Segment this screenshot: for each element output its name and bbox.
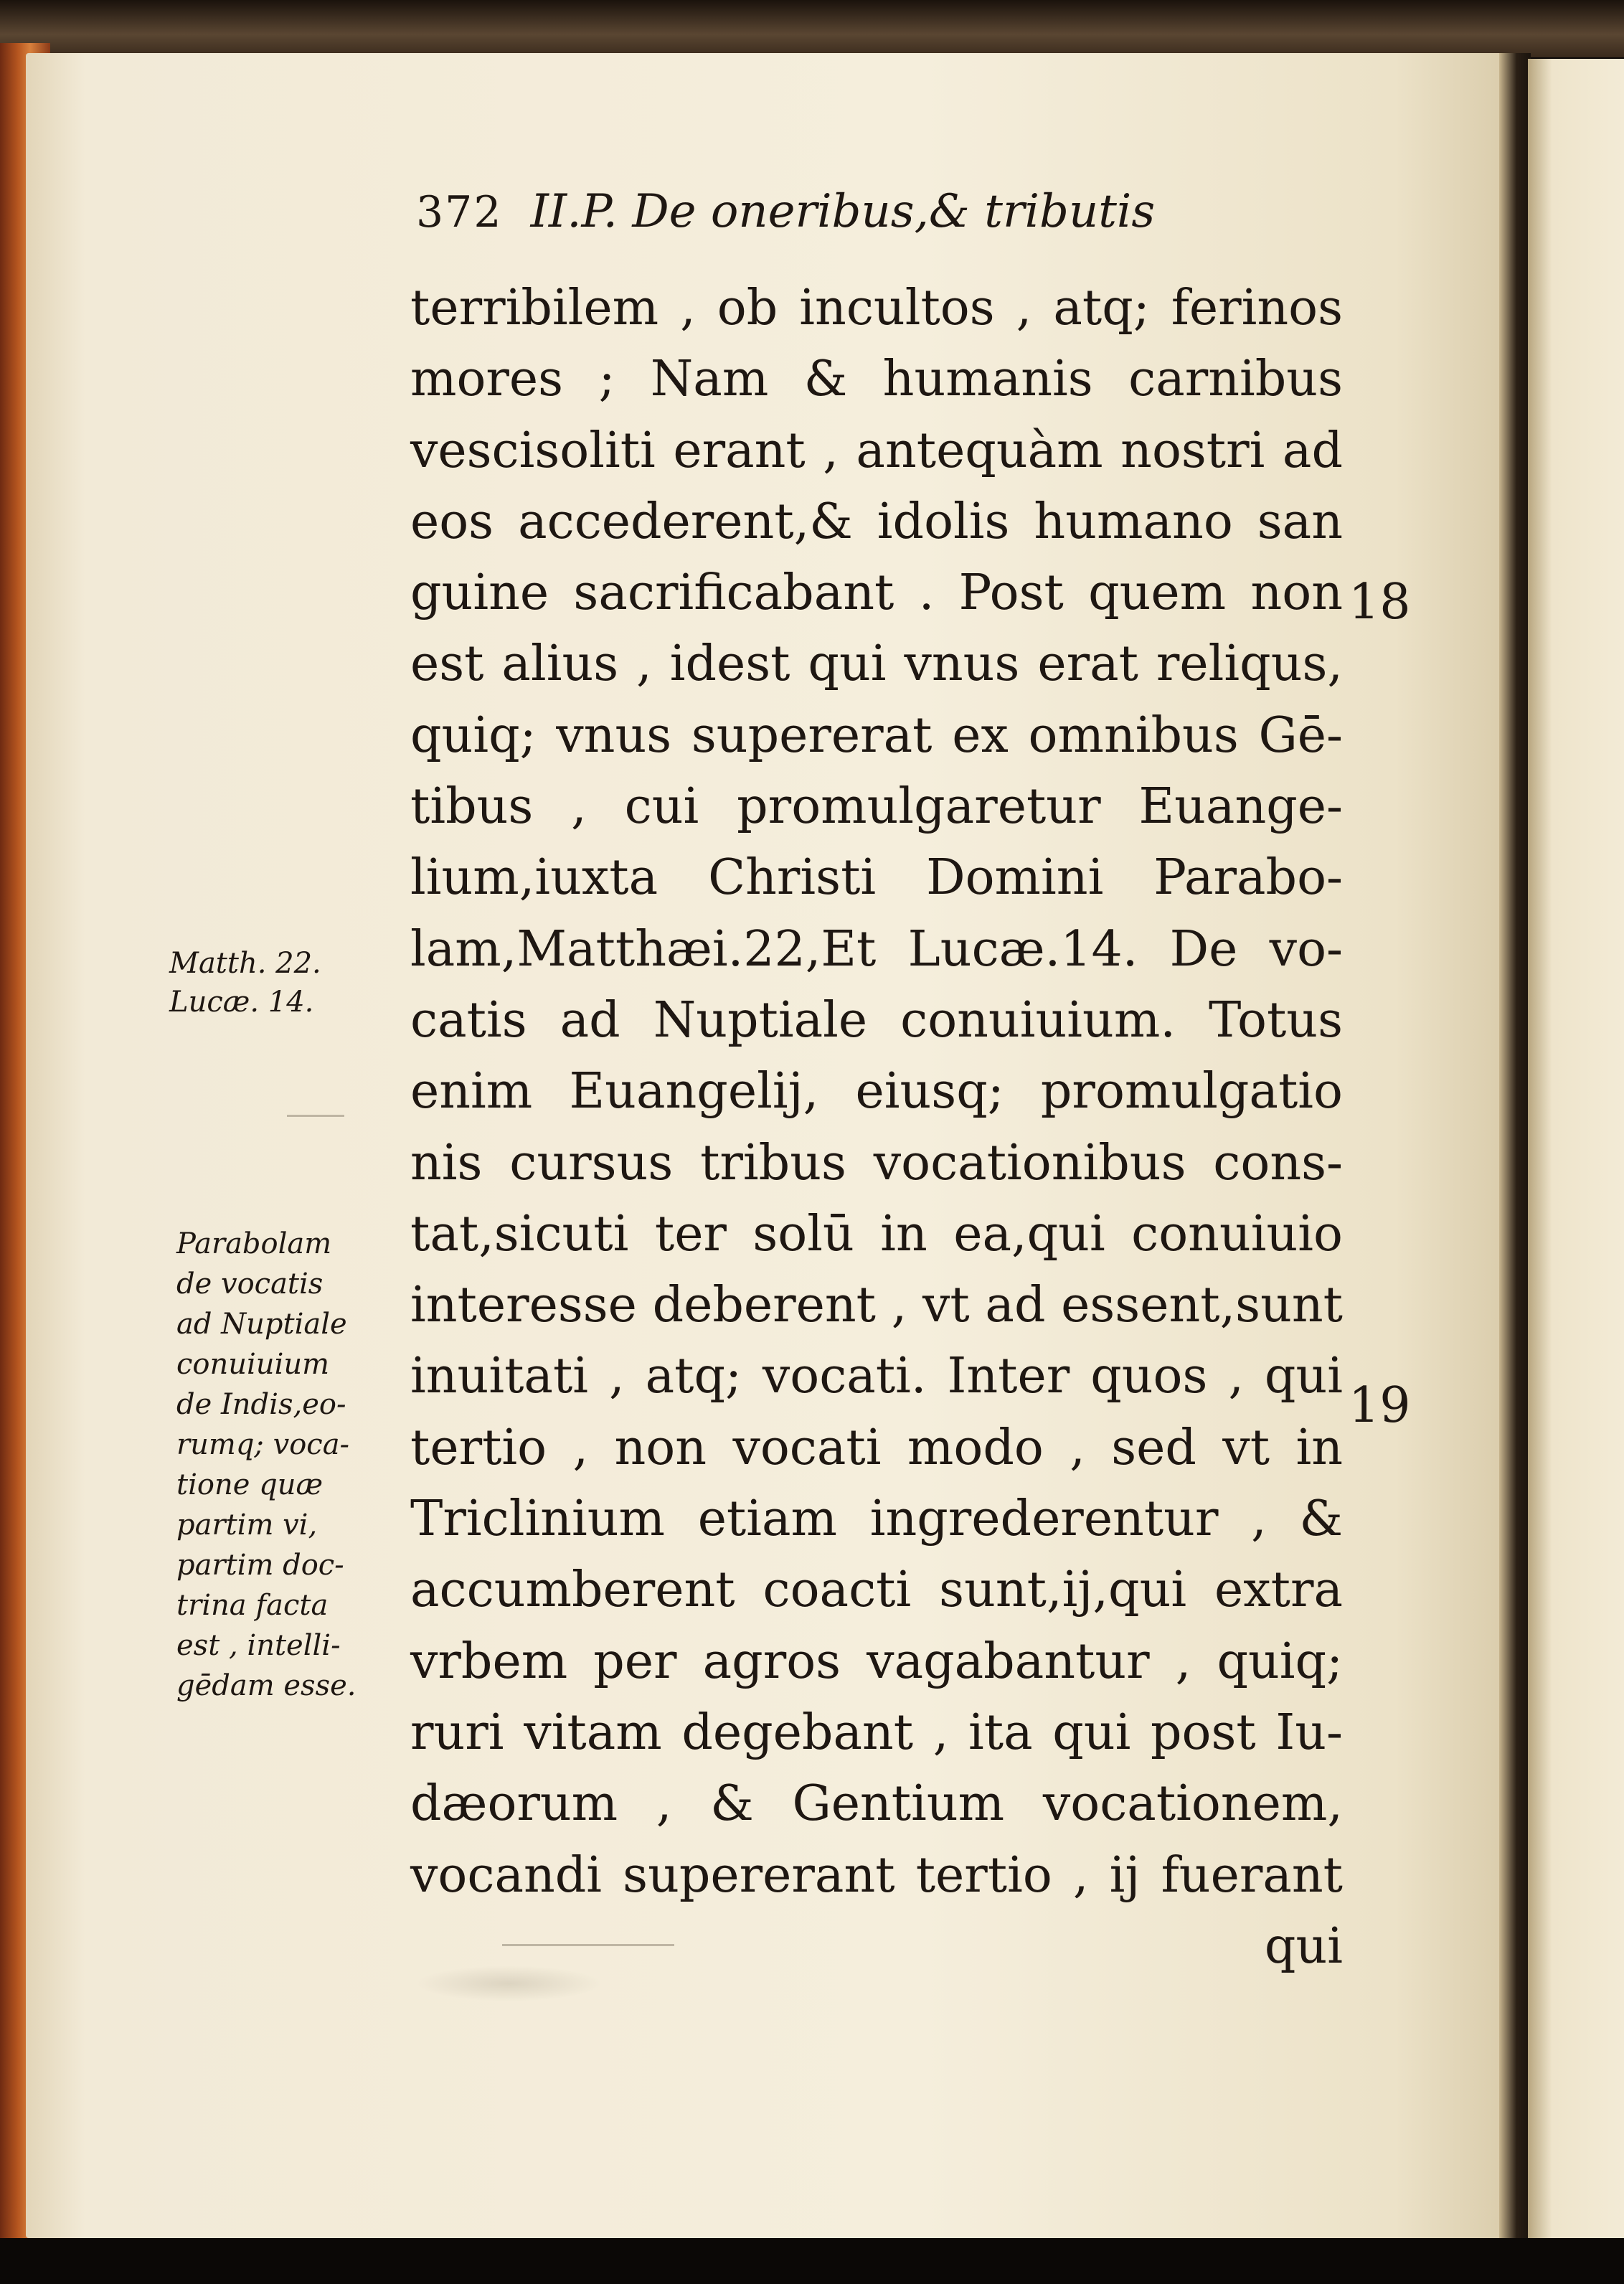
text-line: quiq; vnus supererat ex omnibus Gē- <box>410 707 1343 764</box>
marginal-line: Lucæ. 14. <box>169 986 314 1019</box>
marginal-reference <box>169 944 321 1021</box>
text-line: vescisoliti erant , antequàm nostri ad <box>410 422 1343 479</box>
text-line: tat,sicuti ter solū in ea,qui conuiuio <box>410 1205 1343 1263</box>
marginal-line: partim vi, <box>176 1509 318 1542</box>
marginal-line: Parabolam <box>176 1227 332 1260</box>
text-line: terribilem , ob incultos , atq; ferinos <box>410 280 1343 336</box>
text-line: accumberent coacti sunt,ij,qui extra <box>410 1562 1343 1619</box>
text-line: dæorum , & Gentium vocationem, <box>410 1775 1343 1833</box>
marginal-note <box>176 1224 357 1706</box>
marginal-line: rumq; voca- <box>176 1428 350 1461</box>
text-line: vrbem per agros vagabantur , quiq; <box>410 1633 1343 1690</box>
marginal-line: de Indis,eo- <box>176 1388 346 1421</box>
text-line: tertio , non vocati modo , sed vt in <box>410 1419 1343 1476</box>
marginal-line: tione quæ <box>176 1468 324 1501</box>
verse-number-18: 18 <box>1349 574 1411 631</box>
text-line: lam,Matthæi.22,Et Lucæ.14. De vo- <box>410 920 1343 978</box>
catchword: qui <box>1264 1917 1343 1975</box>
text-line: mores ; Nam & humanis carnibus <box>410 351 1343 408</box>
text-line: guine sacrificabant . Post quem non <box>410 565 1343 622</box>
text-line: ruri vitam degebant , ita qui post Iu- <box>410 1704 1343 1761</box>
marginal-line: gēdam esse. <box>176 1669 357 1702</box>
text-line: lium,iuxta Christi Domini Parabo- <box>410 849 1343 907</box>
running-title: II.P. De oneribus,& tributis <box>530 185 1156 238</box>
marginal-line: de vocatis <box>176 1268 324 1301</box>
next-page-edge <box>1528 59 1624 2240</box>
marginal-line: trina facta <box>176 1589 329 1622</box>
text-line: est alius , idest qui vnus erat reliqus, <box>410 636 1343 693</box>
marginal-line: Matth. 22. <box>169 947 321 980</box>
text-line: tibus , cui promulgaretur Euange- <box>410 778 1343 836</box>
marginal-line: ad Nuptiale <box>176 1308 347 1341</box>
main-text-block <box>410 273 1343 1982</box>
marginal-line: partim doc- <box>176 1549 344 1582</box>
margin-rule <box>502 1944 674 1946</box>
text-line: vocandi supererant tertio , ij fuerant <box>410 1846 1343 1904</box>
text-line: nis cursus tribus vocationibus cons- <box>410 1134 1343 1191</box>
page-number: 372 <box>416 187 503 237</box>
margin-rule <box>287 1115 344 1117</box>
book-edge-top <box>0 0 1624 57</box>
text-line: inuitati , atq; vocati. Inter quos , qui <box>410 1348 1343 1405</box>
text-line: catis ad Nuptiale conuiuium. Totus <box>410 991 1343 1049</box>
page-gutter <box>1499 53 1531 2241</box>
text-line: enim Euangelij, eiusq; promulgatio <box>410 1063 1343 1120</box>
scan-background <box>0 2238 1624 2284</box>
show-through-smudge <box>416 1966 603 2001</box>
marginal-line: conuiuium <box>176 1348 330 1381</box>
text-line: interesse deberent , vt ad essent,sunt <box>410 1277 1343 1334</box>
verse-number-19: 19 <box>1349 1377 1411 1434</box>
text-line: Triclinium etiam ingrederentur , & <box>410 1491 1343 1548</box>
page-header <box>416 185 1349 250</box>
marginal-line: est , intelli- <box>176 1629 341 1662</box>
text-line: eos accederent,& idolis humano san <box>410 493 1343 550</box>
